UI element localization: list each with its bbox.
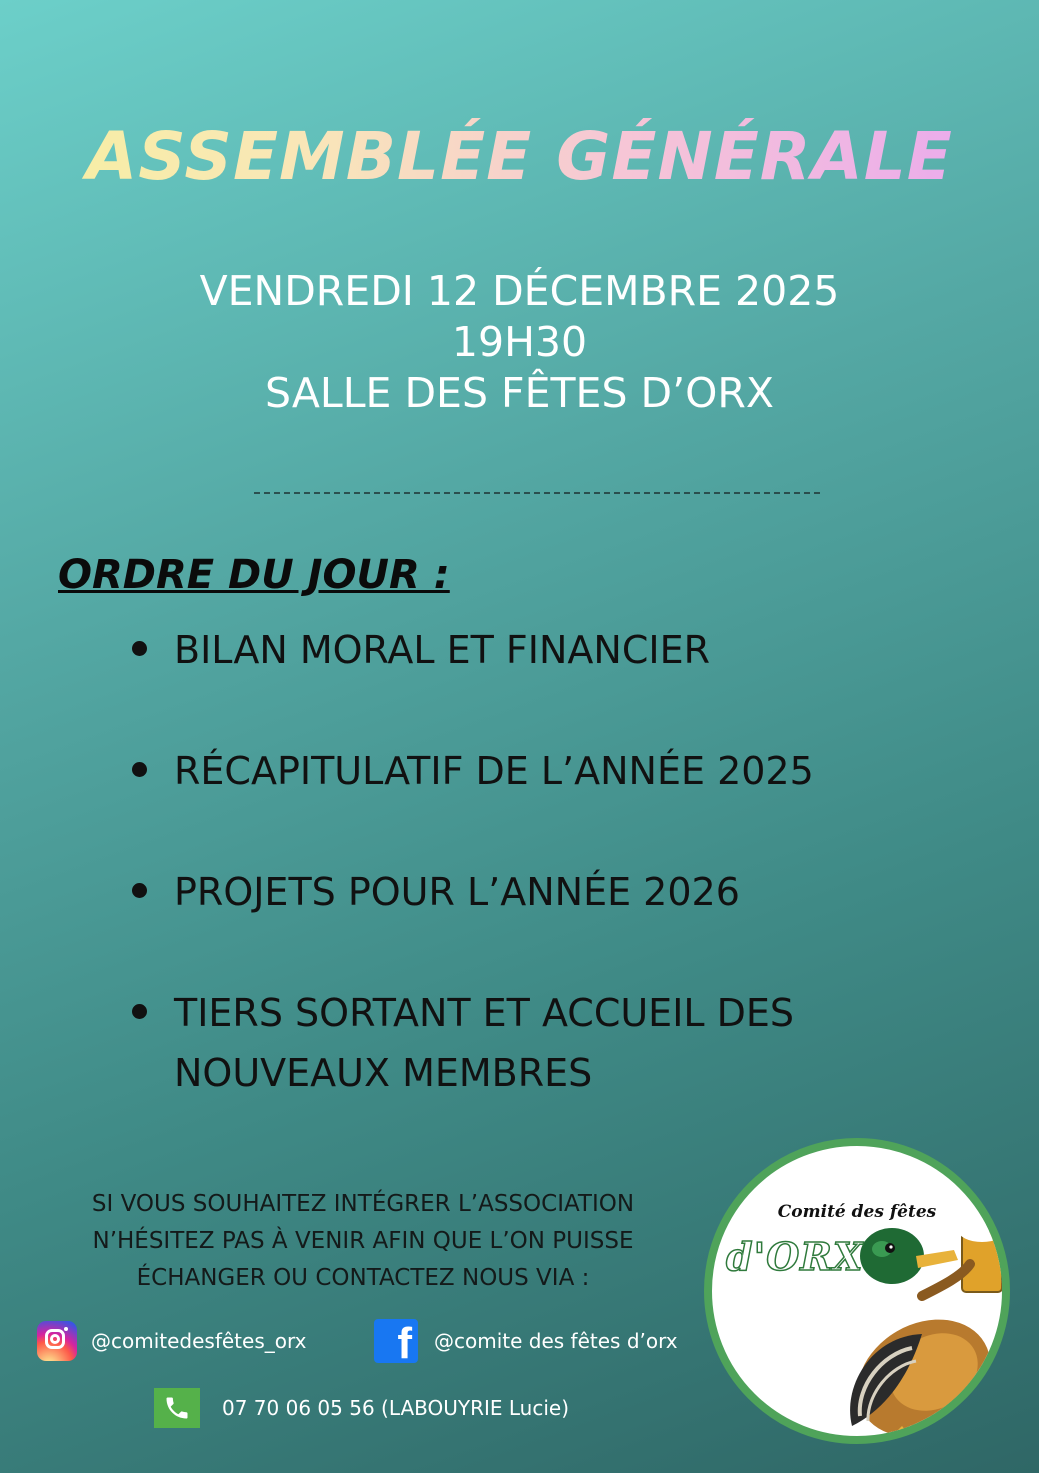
bullet-icon	[132, 641, 147, 656]
facebook-contact[interactable]	[374, 1319, 678, 1363]
join-line: N’HÉSITEZ PAS À VENIR AFIN QUE L’ON PUISSE	[92, 1228, 634, 1254]
event-time: 19H30	[451, 318, 588, 366]
event-place: SALLE DES FÊTES D’ORX	[265, 369, 774, 417]
phone-icon[interactable]	[154, 1388, 200, 1428]
agenda-item	[128, 862, 928, 922]
logo-top-text: Comité des fêtes	[777, 1202, 937, 1222]
agenda-item	[128, 741, 928, 801]
facebook-icon[interactable]: f	[374, 1319, 418, 1363]
comite-logo	[704, 1138, 1010, 1444]
bullet-icon	[132, 883, 147, 898]
agenda-item-text: BILAN MORAL ET FINANCIER	[174, 628, 710, 672]
facebook-handle[interactable]: @comite des fêtes d’orx	[434, 1329, 678, 1353]
agenda-item-text-continued: NOUVEAUX MEMBRES	[174, 1051, 593, 1095]
phone-contact[interactable]	[154, 1388, 569, 1428]
agenda-item-text: PROJETS POUR L’ANNÉE 2026	[174, 870, 740, 914]
instagram-icon[interactable]	[37, 1321, 77, 1361]
agenda-list	[128, 620, 928, 1164]
bullet-icon	[132, 762, 147, 777]
agenda-item-text: RÉCAPITULATIF DE L’ANNÉE 2025	[174, 749, 814, 793]
join-message	[48, 1186, 678, 1297]
bullet-icon	[132, 1004, 147, 1019]
instagram-handle[interactable]: @comitedesfêtes_orx	[91, 1329, 307, 1353]
instagram-contact[interactable]	[37, 1321, 307, 1361]
join-line: ÉCHANGER OU CONTACTEZ NOUS VIA :	[136, 1265, 590, 1291]
agenda-item	[128, 620, 928, 680]
event-info	[0, 266, 1039, 419]
page-title: ASSEMBLÉE GÉNÉRALE	[0, 118, 1039, 195]
agenda-item-text: TIERS SORTANT ET ACCUEIL DES	[174, 991, 795, 1035]
join-line: SI VOUS SOUHAITEZ INTÉGRER L’ASSOCIATION	[91, 1191, 635, 1217]
dashed-divider	[254, 492, 820, 494]
logo-name-text: d'ORX	[726, 1234, 864, 1279]
agenda-title: ORDRE DU JOUR :	[58, 552, 450, 598]
phone-number[interactable]: 07 70 06 05 56 (LABOUYRIE Lucie)	[222, 1396, 570, 1420]
agenda-item	[128, 983, 928, 1103]
event-date: VENDREDI 12 DÉCEMBRE 2025	[199, 267, 840, 315]
